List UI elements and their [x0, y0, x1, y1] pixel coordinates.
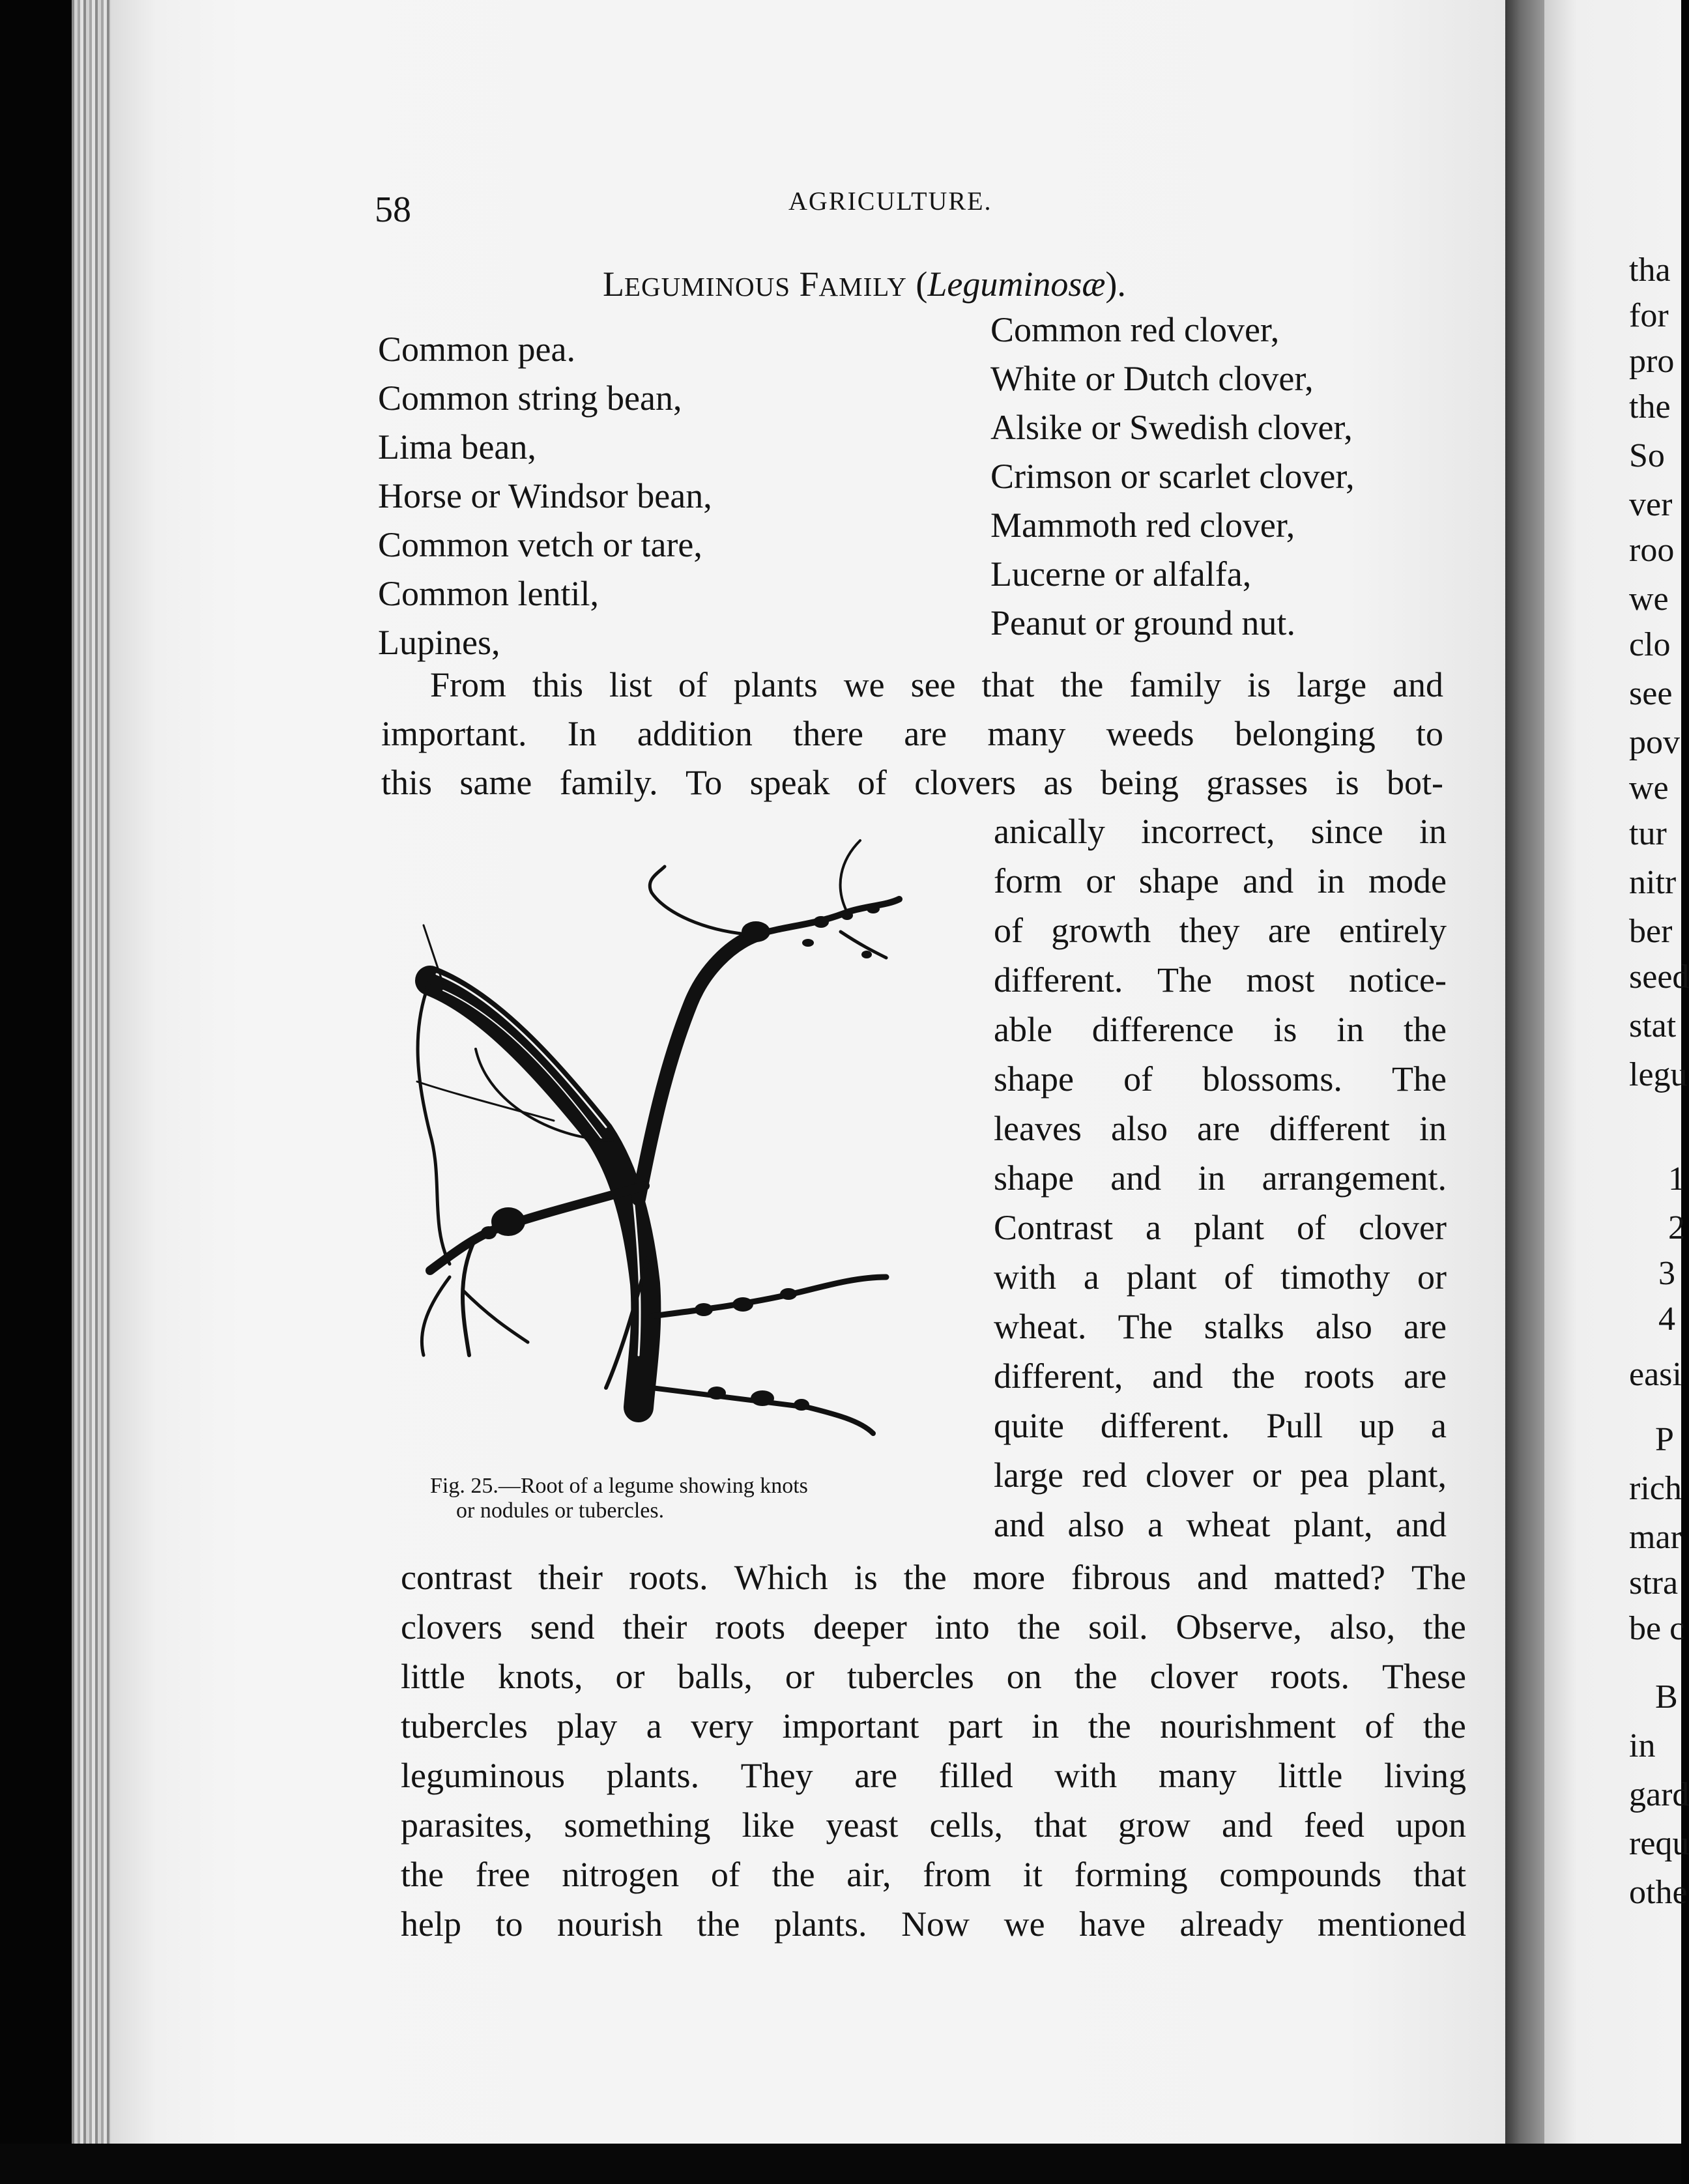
text-line: quite different. Pull up a: [994, 1406, 1447, 1445]
text-line: little knots, or balls, or tubercles on the clover roots. These: [401, 1657, 1466, 1696]
plant-list-item: Common red clover,: [990, 310, 1280, 349]
legume-root-figure: [391, 834, 945, 1453]
next-page-text-fragment: in: [1629, 1727, 1656, 1764]
next-page-text-fragment: B: [1655, 1678, 1678, 1716]
next-page-text-fragment: 4: [1658, 1300, 1675, 1338]
plant-list-item: Common pea.: [378, 330, 575, 369]
text-line: anically incorrect, since in: [994, 812, 1447, 851]
plant-list-item: Crimson or scarlet clover,: [990, 457, 1355, 496]
text-line: shape of blossoms. The: [994, 1059, 1447, 1099]
section-heading: LEGUMINOUS FAMILY (Leguminosæ).: [603, 265, 1126, 304]
next-page-text-fragment: 3: [1658, 1255, 1675, 1292]
text-line: parasites, something like yeast cells, that grow and feed upon: [401, 1805, 1466, 1845]
next-page-text-fragment: ver: [1629, 486, 1673, 523]
text-line: tubercles play a very important part in the nourishment of the: [401, 1706, 1466, 1746]
plant-list-item: Common lentil,: [378, 574, 599, 613]
next-page-text-fragment: nitr: [1629, 864, 1677, 901]
next-page-text-fragment: ber: [1629, 913, 1673, 950]
text-line: important. In addition there are many weeds belonging to: [381, 714, 1443, 753]
text-line: with a plant of timothy or: [994, 1257, 1447, 1297]
text-line: this same family. To speak of clovers as being grasses is bot-: [381, 763, 1443, 802]
text-line: wheat. The stalks also are: [994, 1307, 1447, 1346]
page-number: 58: [375, 190, 411, 230]
figure-caption-line: or nodules or tubercles.: [456, 1499, 665, 1523]
next-page-text-fragment: legu: [1629, 1056, 1688, 1093]
text-line: of growth they are entirely: [994, 911, 1447, 950]
plant-list-item: Alsike or Swedish clover,: [990, 408, 1353, 447]
next-page-text-fragment: clo: [1629, 626, 1671, 663]
text-line: shape and in arrangement.: [994, 1158, 1447, 1198]
plant-list-item: White or Dutch clover,: [990, 359, 1314, 398]
text-line: contrast their roots. Which is the more fibrous and matted? The: [401, 1558, 1466, 1597]
running-head: AGRICULTURE.: [788, 186, 992, 216]
text-line: From this list of plants we see that the family is large and: [430, 665, 1443, 704]
text-line: clovers send their roots deeper into the soil. Observe, also, the: [401, 1607, 1466, 1646]
plant-list-item: Lima bean,: [378, 427, 536, 467]
text-line: leguminous plants. They are filled with many little living: [401, 1756, 1466, 1795]
plant-list-item: Lupines,: [378, 623, 500, 662]
next-page-text-fragment: mar: [1629, 1519, 1682, 1556]
plant-list-item: Horse or Windsor bean,: [378, 476, 712, 515]
next-page-text-fragment: So: [1629, 437, 1665, 474]
next-page-text-fragment: tha: [1629, 251, 1671, 289]
text-line: able difference is in the: [994, 1010, 1447, 1049]
next-page-text-fragment: requ: [1629, 1825, 1689, 1862]
plant-list-item: Lucerne or alfalfa,: [990, 554, 1252, 594]
latin-name: Leguminosæ: [927, 265, 1106, 304]
next-page-text-fragment: pov: [1629, 724, 1680, 761]
text-line: large red clover or pea plant,: [994, 1456, 1447, 1495]
next-page-text-fragment: easi: [1629, 1356, 1682, 1393]
next-page-text-fragment: seed: [1629, 958, 1689, 996]
next-page-text-fragment: we: [1629, 769, 1669, 807]
next-page-text-fragment: see: [1629, 675, 1673, 712]
next-page-text-fragment: othe: [1629, 1874, 1688, 1911]
next-page-text-fragment: 2: [1668, 1209, 1685, 1246]
figure-caption-line: Fig. 25.—Root of a legume showing knots: [430, 1474, 808, 1498]
next-page-text-fragment: for: [1629, 297, 1669, 334]
book-gutter: [1505, 0, 1544, 2184]
scan-border: [0, 2144, 1681, 2184]
text-line: different. The most notice-: [994, 960, 1447, 999]
next-page-text-fragment: we: [1629, 581, 1669, 618]
figure-caption: [430, 1474, 808, 1523]
next-page-text-fragment: roo: [1629, 532, 1675, 569]
text-line: help to nourish the plants. Now we have already mentioned: [401, 1904, 1466, 1944]
next-page-text-fragment: gard: [1629, 1776, 1689, 1813]
next-page-text-fragment: stat: [1629, 1007, 1677, 1044]
next-page-text-fragment: the: [1629, 388, 1671, 425]
text-line: and also a wheat plant, and: [994, 1505, 1447, 1544]
text-line: leaves also are different in: [994, 1109, 1447, 1148]
plant-list-item: Mammoth red clover,: [990, 506, 1295, 545]
text-line: Contrast a plant of clover: [994, 1208, 1447, 1247]
text-line: the free nitrogen of the air, from it forming compounds that: [401, 1855, 1466, 1894]
text-line: form or shape and in mode: [994, 861, 1447, 900]
next-page-text-fragment: P: [1655, 1421, 1674, 1458]
next-page-text-fragment: stra: [1629, 1564, 1679, 1602]
text-line: different, and the roots are: [994, 1357, 1447, 1396]
next-page-text-fragment: pro: [1629, 343, 1675, 380]
next-page-text-fragment: 1: [1668, 1160, 1685, 1198]
next-page-text-fragment: tur: [1629, 815, 1667, 852]
plant-list-item: Common string bean,: [378, 379, 682, 418]
plant-list-item: Peanut or ground nut.: [990, 603, 1295, 642]
next-page-text-fragment: be c: [1629, 1610, 1685, 1647]
next-page-text-fragment: rich: [1629, 1470, 1682, 1507]
plant-list-item: Common vetch or tare,: [378, 525, 702, 564]
